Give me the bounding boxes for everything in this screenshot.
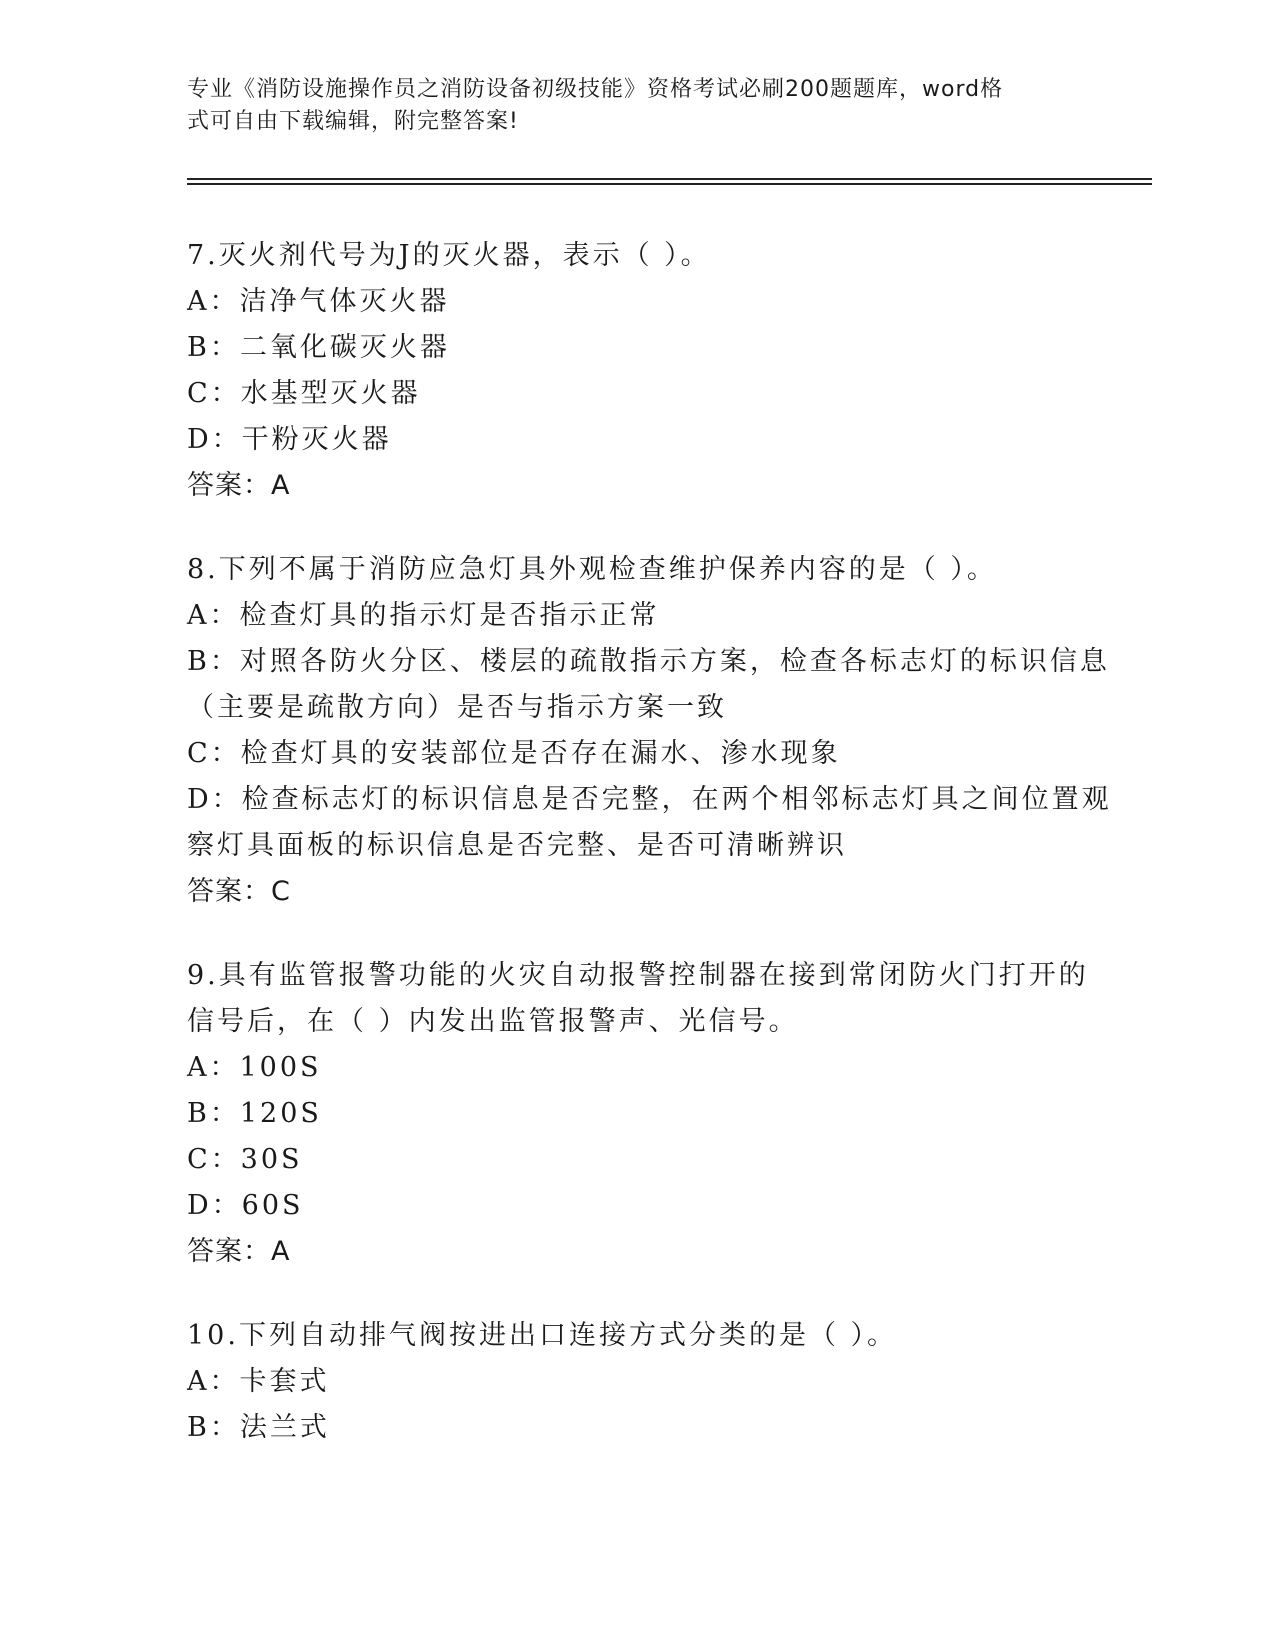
answer-label: 答案：A: [187, 1236, 291, 1267]
question-10: [187, 1313, 1087, 1451]
question-9: [187, 953, 1087, 1275]
question-stem: 7.灭火剂代号为J的灭火器，表示（ ）。: [187, 240, 711, 271]
option-d: D：检查标志灯的标识信息是否完整，在两个相邻标志灯具之间位置观: [187, 784, 1112, 815]
option-c: C：检查灯具的安装部位是否存在漏水、渗水现象: [187, 738, 841, 769]
option-d: D：60S: [187, 1190, 304, 1221]
option-d-continued: 察灯具面板的标识信息是否完整、是否可清晰辨识: [187, 830, 847, 861]
question-stem: 10.下列自动排气阀按进出口连接方式分类的是（ ）。: [187, 1320, 898, 1351]
option-b: B：二氧化碳灭火器: [187, 332, 450, 363]
option-b: B：对照各防火分区、楼层的疏散指示方案，检查各标志灯的标识信息: [187, 646, 1110, 677]
option-c: C：水基型灭火器: [187, 378, 421, 409]
question-stem-continued: 信号后，在（ ）内发出监管报警声、光信号。: [187, 1006, 799, 1037]
option-a: A：卡套式: [187, 1366, 330, 1397]
document-header: [187, 74, 1067, 138]
header-divider-top: [187, 178, 1152, 180]
question-list: [187, 233, 1112, 1489]
header-line-2: 式可自由下载编辑，附完整答案!: [187, 109, 519, 134]
question-7: [187, 233, 1087, 509]
option-c: C：30S: [187, 1144, 303, 1175]
answer-label: 答案：A: [187, 470, 291, 501]
question-stem: 8.下列不属于消防应急灯具外观检查维护保养内容的是（ ）。: [187, 554, 997, 585]
option-a: A：100S: [187, 1052, 322, 1083]
option-d: D：干粉灭火器: [187, 424, 392, 455]
question-8: [187, 547, 1112, 915]
option-b: B：120S: [187, 1098, 322, 1129]
option-b: B：法兰式: [187, 1412, 330, 1443]
option-b-continued: （主要是疏散方向）是否与指示方案一致: [187, 692, 727, 723]
answer-label: 答案：C: [187, 876, 291, 907]
question-stem: 9.具有监管报警功能的火灾自动报警控制器在接到常闭防火门打开的: [187, 960, 1089, 991]
header-line-1: 专业《消防设施操作员之消防设备初级技能》资格考试必刷200题题库，word格: [187, 77, 1004, 102]
header-divider-bottom: [187, 183, 1152, 185]
option-a: A：检查灯具的指示灯是否指示正常: [187, 600, 660, 631]
option-a: A：洁净气体灭火器: [187, 286, 450, 317]
